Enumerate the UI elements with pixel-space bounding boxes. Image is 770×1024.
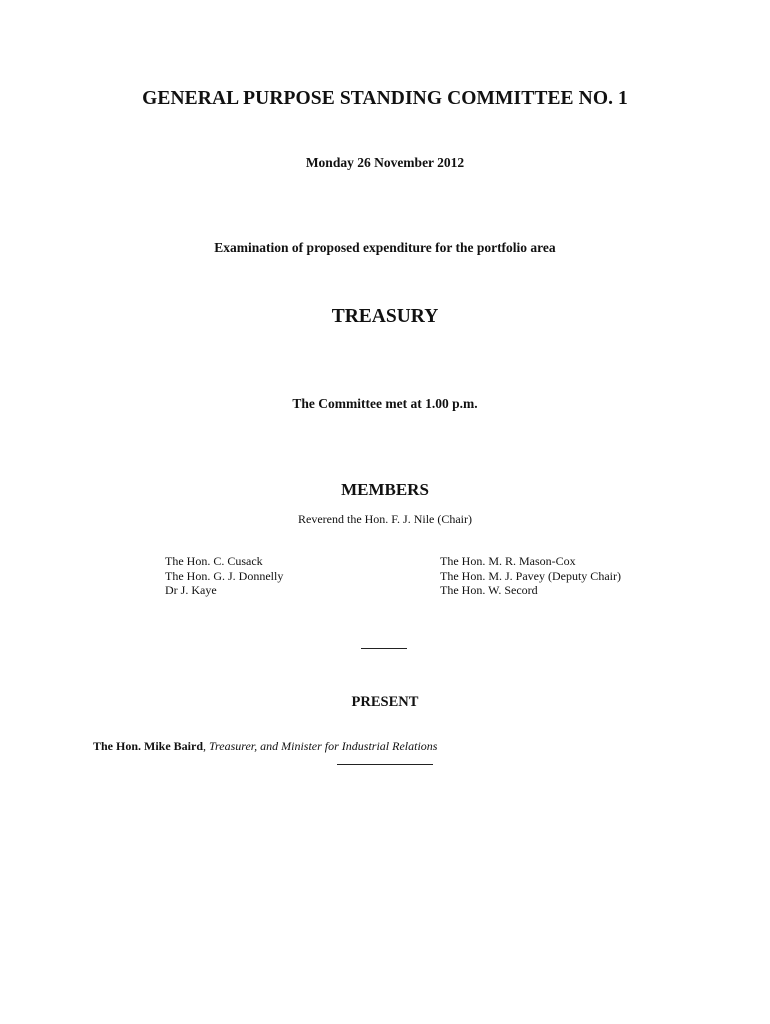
member-name: The Hon. W. Secord xyxy=(440,583,538,597)
witness-separator: , xyxy=(203,739,210,753)
witness-role: Treasurer, and Minister for Industrial Relations xyxy=(209,739,438,753)
member-name: Dr J. Kaye xyxy=(165,583,217,597)
members-list-left xyxy=(165,554,283,598)
meeting-time: The Committee met at 1.00 p.m. xyxy=(292,396,478,411)
section-divider xyxy=(361,648,407,650)
portfolio-title: TREASURY xyxy=(331,306,439,327)
members-heading: MEMBERS xyxy=(341,480,429,499)
committee-chair: Reverend the Hon. F. J. Nile (Chair) xyxy=(298,512,472,526)
committee-title: GENERAL PURPOSE STANDING COMMITTEE NO. 1 xyxy=(142,88,628,109)
member-name: The Hon. M. R. Mason-Cox xyxy=(440,554,576,568)
witness-line xyxy=(93,739,437,754)
members-list-right xyxy=(440,554,621,598)
present-heading: PRESENT xyxy=(351,694,419,710)
member-name: The Hon. G. J. Donnelly xyxy=(165,568,284,583)
examination-heading: Examination of proposed expenditure for the portfolio area xyxy=(214,240,556,255)
witness-name: The Hon. Mike Baird xyxy=(93,739,204,753)
member-name: The Hon. M. J. Pavey (Deputy Chair) xyxy=(440,568,621,583)
member-name: The Hon. C. Cusack xyxy=(165,554,263,568)
hearing-date: Monday 26 November 2012 xyxy=(305,155,465,170)
witness-divider xyxy=(337,764,433,766)
